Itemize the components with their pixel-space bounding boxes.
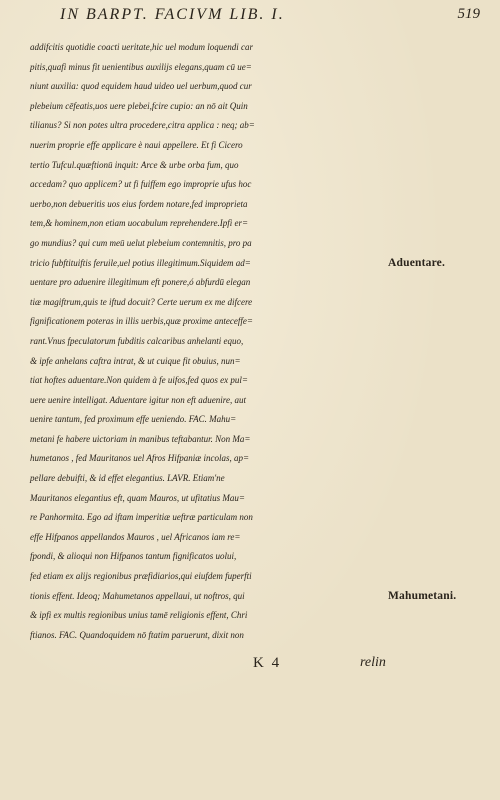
text-line: fignificationem poteras in illis uerbis,quæ proxime anteceffe= [30,316,253,327]
text-line: uentare pro aduenire illegitimum eft ponere,ó abfurdū elegan [30,277,251,288]
text-line: tricio fubftituiftis feruile,uel potius illegitimum.Siquidem ad= [30,257,251,268]
text-line: tiæ magiftrum,quis te iftud docuit? Certe uerum ex me difcere [30,296,253,307]
text-line: niunt auxilia: quod equidem haud uideo uel uerbum,quod cur [30,81,252,92]
text-line: nuerim proprie effe applicare è naui appellere. Et fi Cicero [30,139,243,150]
running-header [40,6,480,26]
text-line: accedam? quo applicem? ut fi fuiffem ego improprie ufus hoc [30,179,252,190]
text-line: plebeium cēfeatis,uos uere plebei,fcire cupio: an nō ait Quin [30,100,248,111]
text-line: pitis,quafi minus fit uenientibus auxilijs elegans,quam cū ue= [30,61,252,72]
margin-note: Aduentare. [388,256,446,269]
text-line: re Panhormita. Ego ad iftam imperitiæ ueftræ particulam non [30,512,253,523]
catchword: relin [360,655,386,670]
text-line: uere uenire intelligat. Aduentare igitur non eft aduenire, aut [30,394,246,405]
main-text-block [30,38,390,645]
text-line: rant.Vnus fpeculatorum fubditis calcaribus anhelanti equo, [30,335,244,346]
text-line: & ipfe anhelans caftra intrat, & ut cuique fit obuius, nun= [30,355,241,366]
text-line: effe Hifpanos appellandos Mauros , uel Africanos iam re= [30,531,241,542]
page-number: 519 [457,6,480,22]
text-line: pellare debuifti, & id effet elegantius. LAVR. Etiam'ne [30,473,225,484]
running-title: IN BARPT. FACIVM LIB. I. [60,6,285,23]
signature-mark: K 4 [253,655,282,671]
text-line: humetanos , fed Mauritanos uel Afros Hifpaniæ incolas, ap= [30,453,250,464]
text-line: uenire tantum, fed proximum effe ueniendo. FAC. Mahu= [30,414,237,425]
page-footer [0,655,500,677]
text-line: tiat hoftes aduentare.Non quidem à fe uifos,fed quos ex pul= [30,375,248,386]
margin-note: Mahumetani. [388,589,457,602]
text-line: addifcitis quotidie coacti ueritate,hic uel modum loquendi car [30,42,253,52]
text-line: tertio Tufcul.quæftionū inquit: Arce & urbe orba fum, quo [30,159,239,170]
text-line: Mauritanos elegantius eft, quam Mauros, ut ufitatius Mau= [30,492,245,503]
text-line: tionis effent. Ideoq; Mahumetanos appellaui, ut noftros, qui [30,590,245,601]
text-line: ftianos. FAC. Quandoquidem nō ftatim paruerunt, dixit non [30,629,244,640]
text-line: fed etiam ex alijs regionibus præfidiarios,qui eiufdem fuperfti [30,571,252,582]
text-line: metani fe habere uictoriam in manibus teftabantur. Non Ma= [30,433,251,444]
text-line: uerbo,non debueritis uos eius fordem notare,fed improprieta [30,198,248,209]
text-line: & ipfi ex multis regionibus unius tamē religionis effent, Chri [30,610,248,621]
text-line: tilianus? Si non potes ultra procedere,citra applica : neq; ab= [30,120,255,131]
text-line: fpondi, & alioqui non Hifpanos tantum fignificatos uolui, [30,551,237,562]
text-line: tem,& hominem,non etiam uocabulum reprehendere.Ipfi er= [30,218,249,229]
text-line: go mundius? qui cum meū uelut plebeium contemnitis, pro pa [30,237,252,248]
